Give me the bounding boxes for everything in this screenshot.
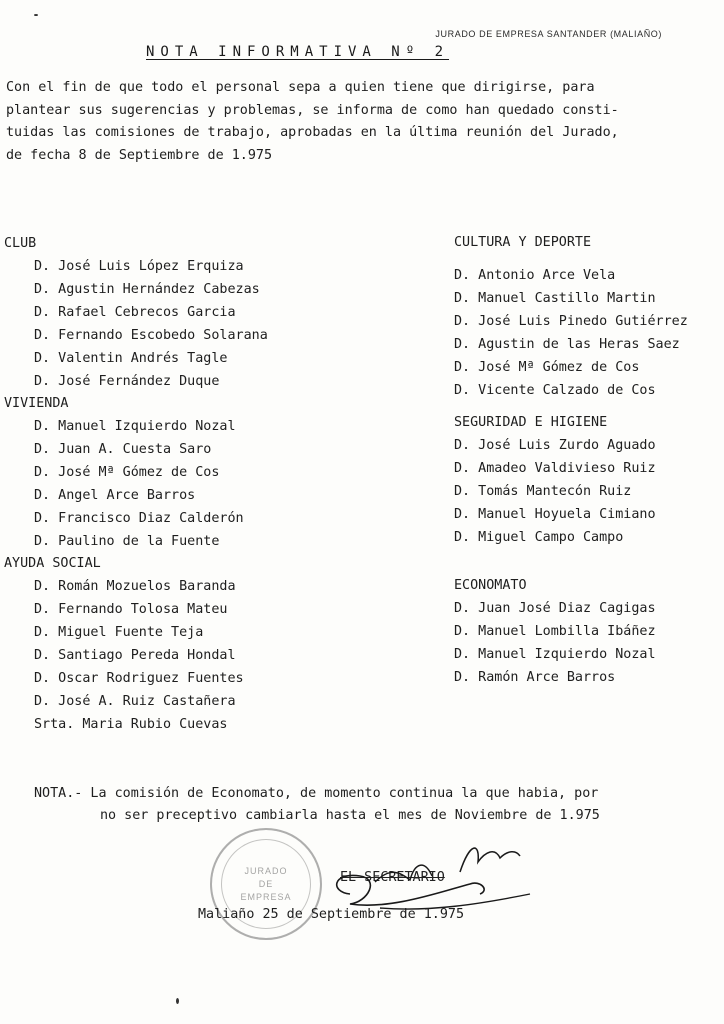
signature-label: EL SECRETARIO [340,870,445,885]
member-item: D. Miguel Campo Campo [454,530,624,545]
member-item: D. Angel Arce Barros [34,488,196,503]
member-item: D. Vicente Calzado de Cos [454,383,656,398]
cultura-deporte-members [454,264,722,402]
organization-header: JURADO DE EMPRESA SANTANDER (MALIAÑO) [435,29,662,39]
member-item: D. Manuel Castillo Martin [454,291,656,306]
intro-line: de fecha 8 de Septiembre de 1.975 [6,147,273,163]
member-item: D. Ramón Arce Barros [454,670,616,685]
member-item: D. Amadeo Valdivieso Ruiz [454,461,656,476]
paper-speck [34,14,38,16]
member-item: D. Manuel Izquierdo Nozal [34,419,236,434]
footnote-line: no ser preceptivo cambiarla hasta el mes de Noviembre de 1.975 [100,808,600,823]
member-item: D. José Luis Pinedo Gutiérrez [454,314,688,329]
member-item: D. José Luis Zurdo Aguado [454,438,656,453]
left-column [4,233,334,736]
seguridad-higiene-members [454,434,722,549]
intro-line: tuidas las comisiones de trabajo, aprobadas en la última reunión del Jurado, [6,125,619,140]
official-stamp [210,828,322,940]
member-item: D. Juan A. Cuesta Saro [34,442,212,457]
member-item: D. Fernando Tolosa Mateu [34,602,228,617]
section-title-seguridad-higiene: SEGURIDAD E HIGIENE [454,415,608,430]
member-item: D. Agustin Hernández Cabezas [34,282,260,297]
member-item: D. Santiago Pereda Hondal [34,648,236,663]
ayuda-social-members [4,575,334,736]
member-item: D. Tomás Mantecón Ruiz [454,484,632,499]
member-item: D. Fernando Escobedo Solarana [34,328,268,343]
member-item: D. Manuel Izquierdo Nozal [454,647,656,662]
intro-paragraph [6,77,706,167]
member-item: D. José Mª Gómez de Cos [34,465,220,480]
stamp-text: DE [258,878,274,889]
member-item: D. Oscar Rodriguez Fuentes [34,671,244,686]
place-and-date: Maliaño 25 de Septiembre de 1.975 [198,907,465,922]
member-item: D. Valentin Andrés Tagle [34,351,228,366]
footnote-line: NOTA.- La comisión de Economato, de momento continua la que habia, por [34,786,599,801]
section-title-vivienda: VIVIENDA [4,396,69,411]
member-item: D. Rafael Cebrecos Garcia [34,305,236,320]
economato-members [454,597,722,689]
intro-line: Con el fin de que todo el personal sepa a quien tiene que dirigirse, para [6,80,595,95]
stamp-text: JURADO [244,865,288,876]
footnote [34,783,694,827]
member-item: D. Francisco Diaz Calderón [34,511,244,526]
section-title-club: CLUB [4,236,37,251]
member-item: D. Juan José Diaz Cagigas [454,601,656,616]
stamp-text: EMPRESA [240,891,292,902]
right-column [454,232,722,689]
section-title-cultura-deporte: CULTURA Y DEPORTE [454,235,592,250]
member-item: D. José A. Ruiz Castañera [34,694,236,709]
member-item: D. Paulino de la Fuente [34,534,220,549]
member-item: D. Román Mozuelos Baranda [34,579,236,594]
document-title: NOTA INFORMATIVA Nº 2 [146,44,450,60]
vivienda-members [4,415,334,553]
member-item: D. Miguel Fuente Teja [34,625,204,640]
member-item: D. Manuel Lombilla Ibáñez [454,624,656,639]
member-item: D. José Fernández Duque [34,374,220,389]
intro-line: plantear sus sugerencias y problemas, se informa de como han quedado consti- [6,102,619,118]
member-item: D. Manuel Hoyuela Cimiano [454,507,656,522]
member-item: D. Antonio Arce Vela [454,268,616,283]
member-item: D. José Luis López Erquiza [34,259,244,274]
section-title-ayuda-social: AYUDA SOCIAL [4,556,101,571]
club-members [4,255,334,393]
member-item: Srta. Maria Rubio Cuevas [34,717,228,732]
member-item: D. José Mª Gómez de Cos [454,360,640,375]
member-item: D. Agustin de las Heras Saez [454,337,680,352]
paper-speck [176,998,179,1004]
section-title-economato: ECONOMATO [454,578,527,593]
